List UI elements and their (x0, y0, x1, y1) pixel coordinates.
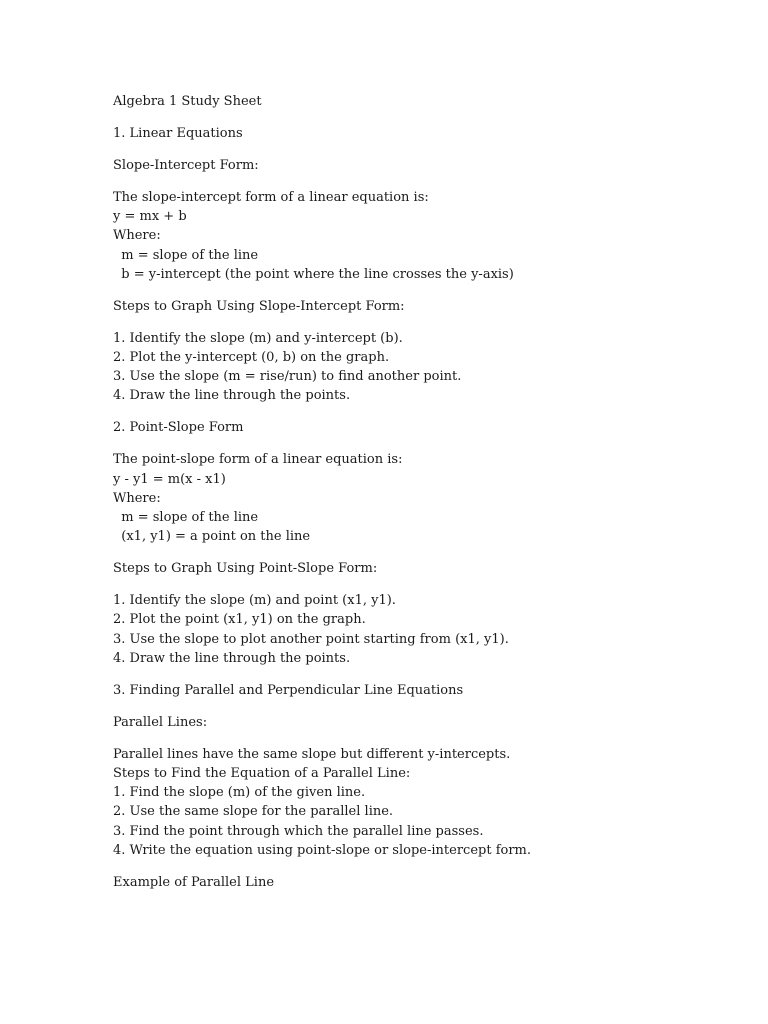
list-item: 2. Plot the y-intercept (0, b) on the graph. (113, 350, 390, 366)
steps-list (113, 745, 733, 860)
list-item: 2. Plot the point (x1, y1) on the graph. (113, 612, 366, 628)
formula-line: y - y1 = m(x - x1) (113, 471, 226, 487)
list-item: 4. Draw the line through the points. (113, 388, 351, 404)
document-title: Algebra 1 Study Sheet (113, 94, 262, 109)
section-heading: 1. Linear Equations (113, 126, 243, 141)
section-heading-block (113, 418, 733, 437)
text-line: b = y-intercept (the point where the line crosses the y-axis) (113, 266, 514, 282)
section-heading-block (113, 681, 733, 700)
list-item: 3. Use the slope to plot another point starting from (x1, y1). (113, 631, 509, 647)
text-line: Parallel lines have the same slope but different y-intercepts. (113, 746, 511, 762)
subheading: Parallel Lines: (113, 714, 208, 730)
subheading-block (113, 713, 733, 732)
subheading: Steps to Graph Using Slope-Intercept Form: (113, 298, 405, 314)
section-heading: 2. Point-Slope Form (113, 420, 244, 436)
list-item: 3. Find the point through which the parallel line passes. (113, 823, 484, 839)
text-line: Where: (113, 490, 161, 506)
text-line: The point-slope form of a linear equation is: (113, 452, 403, 468)
text-line: The slope-intercept form of a linear equation is: (113, 190, 429, 205)
list-item: 1. Find the slope (m) of the given line. (113, 785, 366, 801)
document-title-block (113, 92, 733, 111)
list-item: 4. Draw the line through the points. (113, 650, 351, 666)
text-line: Steps to Find the Equation of a Parallel Line: (113, 766, 411, 782)
subheading-block (113, 297, 733, 316)
steps-list (113, 591, 733, 668)
formula-line: y = mx + b (113, 209, 187, 225)
steps-list (113, 329, 733, 406)
subheading-block (113, 559, 733, 578)
subheading-block (113, 156, 733, 175)
study-sheet-page (113, 92, 733, 905)
text-line: Where: (113, 228, 161, 244)
list-item: 1. Identify the slope (m) and y-intercept (b). (113, 330, 403, 346)
list-item: 1. Identify the slope (m) and point (x1, y1). (113, 593, 396, 609)
definition-paragraph (113, 188, 733, 284)
list-item: 4. Write the equation using point-slope or slope-intercept form. (113, 842, 531, 858)
subheading-block (113, 873, 733, 892)
list-item: 2. Use the same slope for the parallel line. (113, 804, 394, 820)
subheading: Steps to Graph Using Point-Slope Form: (113, 561, 378, 577)
definition-paragraph (113, 450, 733, 546)
list-item: 3. Use the slope (m = rise/run) to find another point. (113, 369, 462, 385)
text-line: m = slope of the line (113, 510, 259, 526)
subheading: Slope-Intercept Form: (113, 158, 259, 173)
section-heading: 3. Finding Parallel and Perpendicular Line Equations (113, 682, 464, 698)
section-heading-block (113, 124, 733, 143)
text-line: (x1, y1) = a point on the line (113, 529, 311, 545)
subheading: Example of Parallel Line (113, 874, 275, 890)
text-line: m = slope of the line (113, 247, 259, 263)
